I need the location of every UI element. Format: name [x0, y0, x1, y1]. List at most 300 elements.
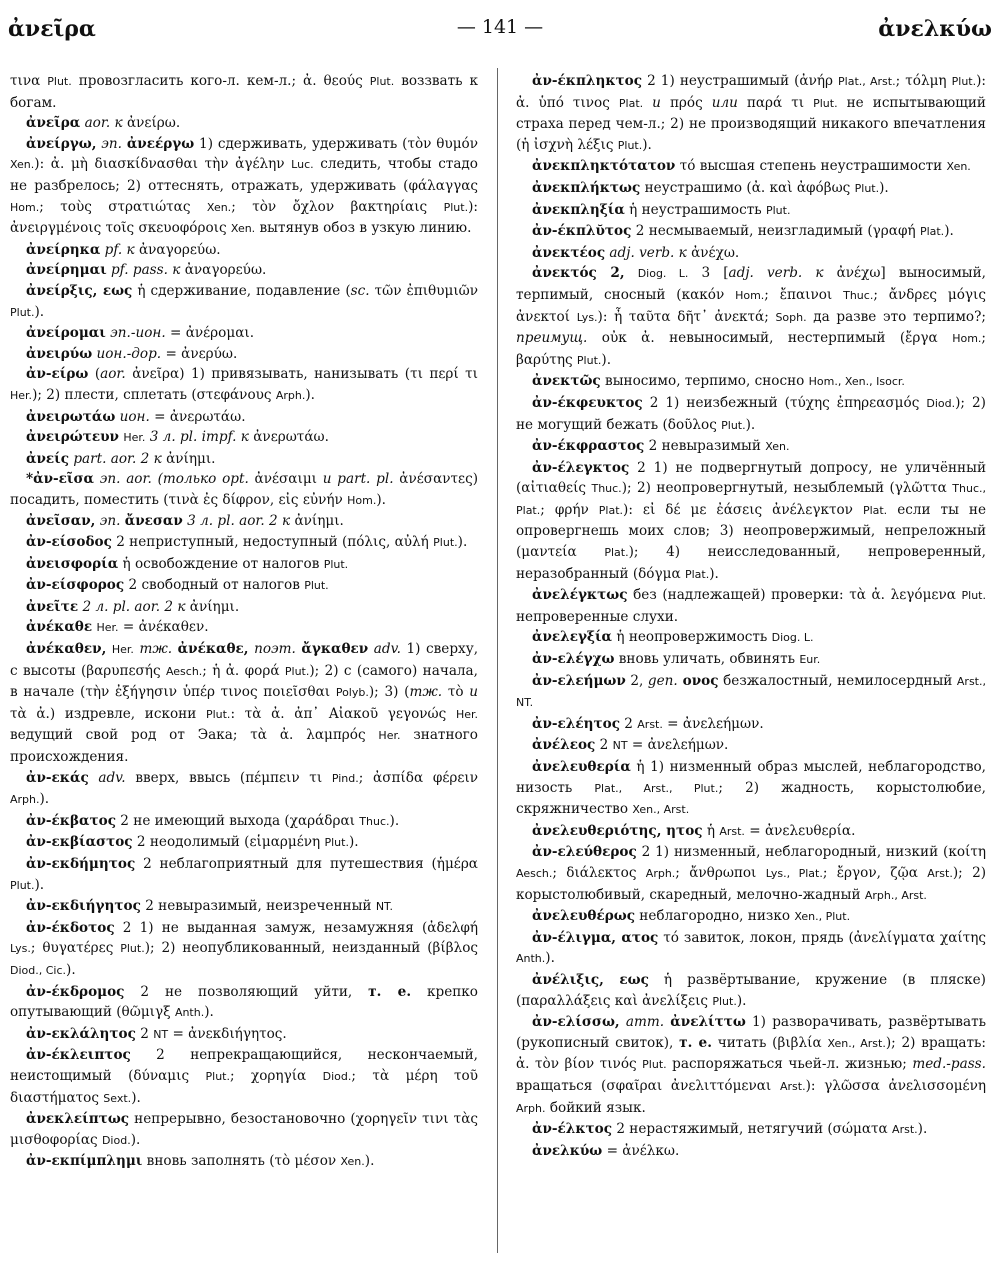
- source-abbreviation: Plat.: [604, 546, 629, 560]
- entry-text: 2 не позволяющий уйти,: [124, 983, 369, 1000]
- entry-text: т. е.: [368, 983, 412, 1000]
- source-abbreviation: Arst.: [927, 866, 953, 880]
- source-abbreviation: Plat., Arst.: [838, 75, 896, 88]
- source-abbreviation: Hom., Xen., Isocr.: [808, 375, 905, 389]
- entry-text: ἀνέχω] выносимый, терпимый, сносный (κακόν: [516, 265, 986, 303]
- entry-text: ; ἔργον, ζῷα: [822, 864, 928, 881]
- dictionary-entry: [10, 896, 478, 918]
- entry-headword: ἀνείρημαι: [26, 262, 107, 279]
- entry-headword: ἀν-έκφραστος: [532, 438, 645, 455]
- dictionary-entry: [10, 1024, 478, 1046]
- entry-headword: ἀν-εκάς: [26, 769, 89, 786]
- dictionary-entry: [10, 597, 478, 618]
- entry-text: ).: [131, 1089, 141, 1106]
- dictionary-entry: [10, 918, 478, 982]
- source-abbreviation: Plut.: [433, 536, 458, 550]
- source-abbreviation: Xen.: [10, 158, 35, 172]
- entry-text: вращаться (σφαῖραι ἀνελιττόμεναι: [516, 1077, 780, 1094]
- source-abbreviation: Arst.: [779, 1079, 806, 1093]
- entry-text: παρά τι: [737, 94, 814, 111]
- source-abbreviation: Thuc.: [359, 814, 390, 828]
- entry-text: ); 2) корыстолюбивый, скаредный, мелочно-жадный: [516, 864, 986, 903]
- source-abbreviation: Sext.: [103, 1091, 132, 1105]
- dictionary-entry: [516, 371, 986, 393]
- dictionary-entry: [10, 344, 478, 365]
- source-abbreviation: Hom.: [10, 200, 40, 214]
- entry-text: ).: [457, 534, 468, 551]
- source-abbreviation: Plat., Arst., Plut.: [594, 781, 719, 795]
- entry-text: вновь заполнять (τὸ μέσον: [142, 1153, 341, 1170]
- grammar-note: med.-pass.: [912, 1056, 986, 1073]
- dictionary-entry: [10, 1109, 478, 1151]
- entry-headword: ἀν-εκλάλητος: [26, 1025, 136, 1042]
- grammar-note: 2 л. pl. aor. 2 к: [78, 598, 190, 615]
- dictionary-entry: [516, 585, 986, 627]
- entry-text: ).: [709, 565, 719, 582]
- grammar-note: aor. к: [80, 115, 127, 132]
- entry-text: выносимо, терпимо, сносно: [600, 373, 809, 390]
- dictionary-entry: [10, 469, 478, 511]
- source-abbreviation: Diod.: [926, 396, 956, 410]
- entry-text: ): ἀνειργμένοις τοῖς σκευοφόροις: [10, 198, 478, 237]
- source-abbreviation: Plut.: [10, 878, 35, 892]
- source-abbreviation: Diod.: [101, 1133, 131, 1147]
- entry-headword: ἀνειρωτάω: [26, 408, 116, 425]
- entry-headword: ἀνεκτέος: [532, 244, 606, 261]
- entry-headword: ἀν-είσοδος: [26, 534, 112, 551]
- entry-text: ἀναγορεύω.: [138, 241, 221, 258]
- source-abbreviation: Xen.: [230, 222, 256, 236]
- entry-text: ).: [39, 791, 50, 808]
- entry-text: 2 невыразимый: [644, 438, 766, 455]
- entry-text: ἡ освобождение от налогов: [118, 555, 324, 572]
- entry-headword: ἀν-ελέητος: [532, 715, 620, 732]
- entry-headword: ἀν-εκδήμητος: [26, 855, 136, 872]
- source-abbreviation: Her.: [378, 729, 401, 743]
- entry-headword: ἀν-εκπίμπλημι: [26, 1153, 143, 1170]
- dictionary-entry: [10, 260, 478, 281]
- dictionary-entry: [516, 71, 986, 156]
- grammar-note: sc.: [350, 282, 370, 299]
- entry-headword: ἄνεσαν: [124, 513, 183, 530]
- entry-text: вновь уличать, обвинять: [614, 651, 800, 668]
- entry-headword: ἀν-έκπληκτος: [532, 73, 643, 89]
- source-abbreviation: Thuc., Plat.: [516, 482, 986, 517]
- entry-text: = ἀνέλκω.: [602, 1142, 680, 1159]
- entry-headword: *ἀν-εῖσα: [26, 471, 94, 488]
- entry-text: τό завиток, локон, прядь (ἀνελίγματα χαίτης: [658, 929, 986, 946]
- dictionary-entry: [10, 407, 478, 428]
- entry-text: ἀνίημι.: [189, 598, 240, 615]
- entry-text: воззвать к богам.: [10, 73, 478, 111]
- dictionary-entry: [516, 156, 986, 178]
- entry-headword: ονος: [677, 672, 719, 689]
- entry-text: ; βαρύτης: [516, 330, 986, 368]
- entry-headword: ἀνεκπλήκτως: [532, 179, 641, 196]
- entry-text: ἀνείρω.: [126, 115, 181, 132]
- entry-headword: ἀν-είρω: [26, 366, 89, 383]
- dictionary-entry: [10, 511, 478, 532]
- dictionary-entry: [10, 323, 478, 344]
- source-abbreviation: Arph.: [516, 1101, 546, 1115]
- entry-headword: ἀνέκαθεν,: [26, 641, 107, 658]
- entry-text: 2 не имеющий выхода (χαράδραι: [115, 812, 360, 829]
- dictionary-entry: [516, 178, 986, 200]
- entry-headword: ἀνειρύω: [26, 345, 93, 362]
- entry-text: ); 2) неопубликованный, неизданный (βίβλος: [144, 940, 478, 957]
- source-abbreviation: Plut.: [205, 707, 231, 721]
- source-abbreviation: Plat.: [598, 503, 624, 517]
- source-abbreviation: Lys., Plat.: [765, 866, 823, 880]
- entry-text: τῶν ἐπιθυμιῶν: [369, 282, 478, 299]
- source-abbreviation: Plut.: [712, 994, 737, 1008]
- source-abbreviation: Diod., Cic.: [10, 963, 67, 977]
- dictionary-entry: [10, 1045, 478, 1109]
- grammar-note: или: [711, 94, 738, 111]
- dictionary-entry: [10, 449, 478, 470]
- entry-text: ἡ неопровержимость: [612, 629, 772, 646]
- entry-text: τὰ ἀ.) издревле, искони: [10, 705, 206, 722]
- source-abbreviation: Xen., Arst.: [827, 1036, 886, 1050]
- entry-headword: ἀν-έκδρομος: [26, 983, 125, 1000]
- entry-text: ).: [130, 1131, 141, 1148]
- entry-text: неустрашимо (ἀ. καὶ ἀφόβως: [640, 179, 855, 196]
- source-abbreviation: Plat.: [919, 225, 945, 239]
- entry-headword: ἀνέλιξις, εως: [532, 971, 649, 988]
- entry-text: не испытывающий страха перед чем-л.; 2) не производящий никакого впечатления (ἡ ἰσχνὴ λέξις: [516, 94, 986, 153]
- source-abbreviation: Her.: [96, 621, 119, 635]
- source-abbreviation: Her.: [10, 388, 33, 402]
- entry-text: вверх, ввысь (πέμπειν τι: [125, 769, 332, 786]
- source-abbreviation: NT: [612, 739, 628, 753]
- source-abbreviation: Plut.: [120, 942, 145, 956]
- entry-text: 2 1) низменный, неблагородный, низкий (κοίτη: [636, 844, 986, 861]
- source-abbreviation: Xen.: [946, 160, 971, 174]
- grammar-note: adj. verb. к: [605, 244, 692, 261]
- source-abbreviation: Lys.: [10, 942, 31, 956]
- entry-headword: ἀνείρομαι: [26, 325, 106, 342]
- grammar-note: 3 л. pl. impf. к: [145, 429, 254, 446]
- source-abbreviation: Plut.: [205, 1069, 230, 1083]
- entry-text: ; τοὺς στρατιώτας: [39, 198, 207, 215]
- entry-text: ἀνίημι.: [294, 513, 344, 530]
- entry-headword: ἀνειρώτευν: [26, 429, 119, 446]
- entry-text: ἀνίημι.: [166, 450, 216, 467]
- source-abbreviation: Plut.: [951, 75, 977, 88]
- grammar-note: pf. pass. к: [106, 262, 185, 279]
- source-abbreviation: Xen.: [206, 200, 232, 214]
- entry-headword: ἀνεκπληξία: [532, 201, 625, 218]
- dictionary-entry: [10, 768, 478, 811]
- source-abbreviation: Arst.: [637, 717, 663, 731]
- entry-headword: ἀνελευθερία: [532, 759, 631, 775]
- entry-text: неблагородно, низко: [634, 908, 795, 925]
- entry-text: ).: [376, 491, 386, 508]
- entry-text: ): εἰ δέ με ἐάσεις ἀνέλεγκτον: [623, 501, 863, 518]
- dictionary-entry: [516, 1141, 986, 1162]
- source-abbreviation: Thuc.: [843, 288, 874, 302]
- entry-headword: ἀν-ελέγχω: [532, 651, 615, 668]
- entry-text: ; θυγατέρες: [30, 940, 121, 957]
- source-abbreviation: Aesch.: [165, 664, 203, 678]
- source-abbreviation: NT: [153, 1027, 169, 1041]
- dictionary-entry: [10, 639, 478, 768]
- dictionary-entry: [10, 575, 478, 597]
- entry-text: 2: [135, 1025, 154, 1042]
- entry-headword: ἀνείρξις, εως: [26, 282, 133, 299]
- entry-text: ἡ развёртывание, кружение (в пляске) (παραλλάξεις καὶ ἀνελίξεις: [516, 971, 986, 1009]
- entry-text: 1) сдерживать, удерживать (τὸν θυμόν: [194, 135, 478, 152]
- entry-text: ; 2) жадность, корыстолюбие, скряжничество: [516, 779, 986, 818]
- entry-text: 2 1) не подвергнутый допросу, не уличённый (αἰτιαθείς: [516, 459, 986, 497]
- entry-headword: ἀν-είσφορος: [26, 577, 125, 594]
- grammar-note: pf. к: [100, 241, 139, 258]
- entry-text: 2 1) неустрашимый (ἀνήρ: [642, 73, 839, 89]
- entry-text: τὸ: [442, 684, 470, 701]
- entry-text: ἀνέχω.: [691, 244, 740, 261]
- source-abbreviation: Anth.: [174, 1006, 205, 1020]
- entry-headword: ἀνελευθέρως: [532, 908, 635, 925]
- entry-text: ; τόλμη: [895, 73, 952, 89]
- entry-headword: ἀνεισφορία: [26, 555, 119, 572]
- source-abbreviation: Plut.: [47, 75, 72, 88]
- entry-text: ; ἀσπίδα φέρειν: [358, 769, 478, 786]
- entry-text: ).: [879, 179, 889, 196]
- grammar-note: adv.: [368, 641, 401, 658]
- entry-text: 2: [619, 715, 638, 732]
- entry-text: безжалостный, немилосердный: [718, 672, 957, 689]
- dictionary-entry: [10, 113, 478, 134]
- entry-text: ).: [34, 303, 45, 320]
- source-abbreviation: Plut.: [961, 589, 986, 603]
- grammar-note: и: [469, 684, 478, 701]
- dictionary-entry: [10, 554, 478, 576]
- source-abbreviation: Aesch.: [516, 866, 553, 880]
- grammar-note: поэт.: [248, 641, 302, 658]
- source-abbreviation: Diog. L.: [637, 267, 689, 281]
- grammar-note: эп.-ион.: [105, 325, 170, 342]
- source-abbreviation: Plut.: [284, 664, 310, 678]
- entry-text: = ἀνελεήμων.: [662, 715, 764, 732]
- entry-text: ἀνέσαιμι: [254, 471, 323, 488]
- dictionary-entry: [10, 71, 478, 113]
- grammar-note: преимущ.: [516, 330, 588, 347]
- entry-text: ).: [66, 961, 76, 978]
- source-abbreviation: Plut.: [443, 200, 469, 214]
- grammar-note: тж.: [133, 641, 178, 658]
- entry-text: 2,: [625, 672, 648, 689]
- entry-text: ): ἀ. μὴ διασκίδνασθαι τὴν ἀγέλην: [34, 156, 292, 173]
- entry-text: ).: [642, 136, 652, 153]
- entry-text: вытянув обоз в узкую линию.: [255, 220, 472, 237]
- grammar-note: adv.: [88, 769, 126, 786]
- right-column: [516, 71, 986, 1251]
- entry-headword: ἀν-έκλειπτος: [26, 1047, 131, 1064]
- grammar-note: ион.: [115, 408, 155, 425]
- entry-headword: ἀνελίττω: [670, 1014, 746, 1031]
- entry-text: 2 непрекращающийся, нескончаемый, неистощимый (δύναμις: [10, 1047, 478, 1084]
- dictionary-entry: [516, 928, 986, 970]
- source-abbreviation: Plut.: [10, 305, 35, 319]
- entry-text: 2 свободный от налогов: [124, 577, 305, 594]
- dictionary-entry: [516, 200, 986, 222]
- entry-text: ).: [545, 950, 555, 967]
- source-abbreviation: Arph., Arst.: [864, 888, 927, 902]
- source-abbreviation: Plut.: [323, 557, 349, 571]
- entry-headword: ἀν-έκφευκτος: [532, 394, 643, 411]
- entry-text: ); 4) неисследованный, непроверенный, неразобранный (δόγμα: [516, 544, 986, 582]
- entry-headword: ἀνέκαθε: [26, 619, 93, 636]
- source-abbreviation: Pind.: [331, 771, 359, 785]
- dictionary-entry: [516, 735, 986, 757]
- entry-headword: ἀνεκτός 2,: [532, 265, 625, 282]
- source-abbreviation: Hom.: [952, 332, 982, 346]
- entry-headword: ἀνεῖρα: [26, 115, 81, 132]
- entry-text: ).: [364, 1153, 375, 1170]
- entry-text: = ἀνερύω.: [165, 345, 238, 362]
- grammar-note: adj. verb. к: [728, 265, 824, 282]
- entry-text: ).: [944, 223, 954, 240]
- entry-headword: ἀνεῖσαν,: [26, 513, 96, 530]
- entry-headword: ἀν-ελεήμων: [532, 672, 626, 689]
- source-abbreviation: Plut.: [765, 203, 791, 217]
- entry-headword: ἀν-ελεύθερος: [532, 844, 637, 861]
- entry-text: 2 1) не выданная замуж, незамужняя (ἀδελφή: [114, 919, 478, 936]
- dictionary-entry: [10, 617, 478, 639]
- dictionary-entry: [516, 436, 986, 458]
- dictionary-entry: [516, 221, 986, 243]
- page-header: [0, 0, 1000, 60]
- left-column: [10, 71, 478, 1251]
- entry-text: ): ἦ ταῦτα δῆτ᾽ ἀνεκτά;: [597, 308, 776, 325]
- entry-text: ): γλῶσσα ἀνελισσομένη: [805, 1077, 986, 1094]
- source-abbreviation: Luc.: [291, 158, 314, 172]
- entry-headword: ἄγκαθεν: [301, 641, 369, 658]
- entry-headword: ἀνελεγξία: [532, 629, 613, 646]
- dictionary-entry: [516, 627, 986, 649]
- entry-text: ).: [736, 992, 747, 1009]
- entry-headword: ἀν-έλεγκτος: [532, 459, 630, 476]
- entry-text: провозгласить кого-л. кем-л.; ἀ. θεούς: [71, 73, 370, 89]
- entry-text: знатного происхождения.: [10, 727, 478, 765]
- grammar-note: эп.: [96, 135, 127, 152]
- dictionary-entry: [10, 982, 478, 1024]
- entry-headword: ἀνεκπληκτότατον: [532, 158, 676, 175]
- entry-text: 1) разворачивать, развёртывать (рукописный свиток),: [516, 1014, 986, 1051]
- entry-headword: ἀν-έκβατος: [26, 812, 116, 829]
- source-abbreviation: Arst.: [892, 1123, 918, 1137]
- entry-headword: ἀν-έλκτος: [532, 1121, 613, 1138]
- entry-text: 2 неблагоприятный для путешествия (ἡμέρα: [135, 855, 478, 872]
- entry-headword: ἀν-έκδοτος: [26, 919, 115, 936]
- grammar-note: gen.: [647, 672, 678, 689]
- entry-text: ἡ: [702, 822, 720, 839]
- entry-text: = ἀνελευθερία.: [744, 822, 856, 839]
- entry-text: читать (βιβλία: [711, 1034, 828, 1051]
- grammar-note: 3 л. pl. aor. 2 к: [182, 513, 295, 530]
- entry-text: ).: [204, 1004, 214, 1021]
- entry-text: распоряжаться чьей-л. жизнью;: [666, 1056, 913, 1073]
- source-abbreviation: Plut.: [854, 181, 880, 195]
- source-abbreviation: Xen.: [765, 440, 790, 454]
- dictionary-entry: [10, 854, 478, 896]
- dictionary-entry: [516, 757, 986, 821]
- entry-text: ); 2) вращать: ἀ. τὸν βίον τινός: [516, 1034, 986, 1073]
- entry-headword: ἀνελέγκτως: [532, 587, 628, 604]
- entry-text: бойкий язык.: [545, 1099, 646, 1116]
- source-abbreviation: NT.: [375, 900, 393, 914]
- entry-text: ἡ сдерживание, подавление (: [132, 282, 351, 299]
- source-abbreviation: Plat.: [618, 96, 644, 110]
- entry-text: ἀνέσαντες) посадить, поместить (τινὰ ἐς δίφρον, εἰς εὐνήν: [10, 471, 478, 508]
- source-abbreviation: Diog. L.: [771, 631, 814, 645]
- grammar-note: ион.-дор.: [92, 345, 166, 362]
- entry-text: ); 2) неопровергнутый, незыблемый (γλῶττα: [621, 480, 953, 497]
- entry-text: ἡ неустрашимость: [624, 201, 766, 218]
- entry-text: οὐκ ἀ. невыносимый, нестерпимый (ἔργα: [587, 330, 953, 347]
- entry-text: т. е.: [679, 1034, 712, 1051]
- dictionary-entry: [10, 134, 478, 240]
- entry-text: ).: [389, 812, 400, 829]
- entry-text: ἀνερωτάω.: [253, 429, 329, 446]
- source-abbreviation: Hom.: [735, 288, 765, 302]
- entry-text: = ἀνέκαθεν.: [118, 619, 209, 636]
- source-abbreviation: Plut.: [642, 1058, 667, 1072]
- source-abbreviation: Arst., NT.: [516, 674, 986, 710]
- source-abbreviation: Diod.: [322, 1069, 352, 1083]
- entry-headword: ἀνεκλείπτως: [26, 1111, 130, 1128]
- entry-headword: ἀν-εκβίαστος: [26, 834, 133, 851]
- entry-text: 3 [: [688, 265, 729, 282]
- dictionary-entry: [516, 714, 986, 736]
- dictionary-entry: [516, 906, 986, 928]
- entry-text: ἀναγορεύω.: [184, 262, 267, 279]
- left-running-headword: ἀνεῖρα: [8, 16, 96, 42]
- dictionary-entry: [10, 832, 478, 854]
- dictionary-entry: [516, 821, 986, 843]
- entry-text: без (надлежащей) проверки: τὰ ἀ. λεγόμενα: [627, 587, 962, 604]
- entry-text: ; φρήν: [540, 501, 599, 518]
- column-divider: [497, 68, 498, 1253]
- entry-text: ).: [305, 386, 315, 403]
- dictionary-entry: [10, 240, 478, 261]
- grammar-note: эп.: [95, 513, 125, 530]
- entry-headword: ἀνεῖτε: [26, 598, 79, 615]
- entry-headword: ἀνέκαθε,: [177, 641, 249, 658]
- entry-headword: ἀν-έκπλῠτος: [532, 223, 632, 240]
- source-abbreviation: Plut.: [369, 75, 395, 88]
- dictionary-entry: [516, 649, 986, 671]
- grammar-note: part. aor. 2 к: [69, 450, 167, 467]
- source-abbreviation: Arst.: [719, 824, 745, 838]
- source-abbreviation: Xen., Plut.: [794, 910, 851, 924]
- grammar-note: тж.: [409, 684, 443, 701]
- right-running-headword: ἀνελκύω: [878, 16, 992, 42]
- dictionary-entry: [10, 427, 478, 449]
- entry-text: 2 неодолимый (εἱμαρμένη: [132, 834, 325, 851]
- entry-text: = ἀνερωτάω.: [154, 408, 246, 425]
- source-abbreviation: Plut.: [324, 836, 349, 850]
- entry-text: если ты не опровергнешь моих слов; 3) неопровержимый, непреложный (μαντεία: [516, 501, 986, 561]
- entry-text: ведущий свой род от Эака; τὰ ἀ. λαμπρός: [10, 727, 379, 744]
- grammar-note: атт.: [619, 1014, 671, 1031]
- entry-text: 1) сверху, с высоты (βαρυπεσής: [10, 641, 478, 679]
- entry-text: ἀνεῖρα) 1) привязывать, нанизывать (τι περί τι: [125, 366, 478, 383]
- entry-text: ); 2) плести, сплетать (στεφάνους: [32, 386, 276, 403]
- dictionary-entry: [10, 364, 478, 406]
- entry-text: непрерывно, безостановочно (χορηγεῖν τινι τὰς μισθοφορίας: [10, 1111, 478, 1148]
- grammar-note: и part. pl.: [322, 471, 394, 488]
